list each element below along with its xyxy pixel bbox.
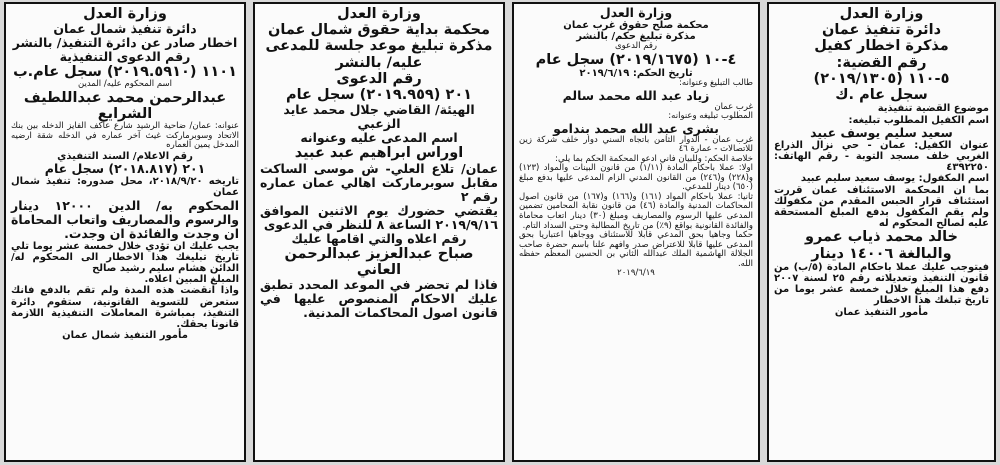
c4-line: سعيد سليم يوسف عبيد	[810, 124, 953, 140]
c4-line: عنوان الكفيل: عمان - حي نزال الذراع الغربي خلف مسجد التوبة - رقم الهاتف: ٤٣٩٢٢٥٠	[774, 139, 989, 174]
c4-line: دائرة تنفيذ عمان	[821, 22, 942, 39]
c4-line: مأمور التنفيذ عمان	[834, 306, 929, 318]
c4-line: فيتوجب عليك عملا باحكام المادة (٥/ب) من قانون التنفيذ وتعديلاته رقم ٢٥ لسنة ٢٠٠٧ دفع هذا المبلغ خلال خمسة عشر يوما من تاريخ تبلغك هذا الاخطار	[774, 261, 989, 307]
c3-line: المطلوب تبليغه وعنوانه:	[668, 111, 753, 122]
c1-line: وزارة العدل	[83, 6, 167, 22]
c3-line: زياد عبد الله محمد سالم	[562, 87, 710, 103]
c3-line: حكما وجاهيا بحق المدعي قابلا للاستئناف ووجاهيا اعتباريا بحق المدعى عليها قابلا للاعتراض صدر وافهم علنا باسم حضرة صاحب الجلالة الهاشمية الملك عبدالله الثاني بن الحسين المعظم حفظه الله.	[519, 230, 753, 269]
c1-line: المحكوم به/ الدين ١٢٠٠٠ دينار والرسوم والمصاريف واتعاب المحاماة ان وجدت والفائدة ان وجدت.	[11, 197, 240, 241]
c2-line: اوراس ابراهيم عبد عبيد	[294, 145, 464, 162]
c2-line: عمان/ تلاع العلي- ش موسى الساكت مقابل سوبرماركت اهالي عمان عماره رقم ٢	[260, 160, 498, 204]
notice-guarantor-amman-execution	[767, 2, 996, 462]
c2-line: وزارة العدل	[337, 6, 421, 22]
c3-line: محكمة صلح حقوق غرب عمان	[563, 20, 709, 31]
c4-line: وزارة العدل	[839, 6, 924, 22]
c1-line: عنوانه: عمان/ ضاحية الرشيد شارع عاكف الفايز الدخله بين بنك الاتحاد وسوبرماركت غيث آخر عماره في الدخله شقة ارضيه المدخل يمين العماره	[11, 121, 239, 151]
c2-line: عليه/ بالنشر	[335, 54, 423, 71]
c3-line: وزارة العدل	[599, 5, 673, 20]
c1-line: ١١٠١ (٢٠١٩.٥٩١٠) سجل عام.ب	[13, 64, 237, 81]
c1-line: مأمور التنفيذ شمال عمان	[62, 330, 188, 342]
c3-line: رقم الدعوى	[614, 41, 658, 52]
c3-line: بشرى عبد الله محمد بندامو	[553, 120, 719, 136]
notice-execution-north-amman	[4, 2, 246, 462]
c2-line: مذكرة تبليغ موعد جلسة للمدعى	[265, 38, 493, 55]
c4-line: بما ان المحكمة الاستئناف عمان قررت استئناف قرار الحبس المقدم من مكفولك ولم يقم المكفول بدفع المبلغ المستحقة عليه لصالح المحكوم له	[774, 184, 989, 230]
c4-line: ٥-١١٠ (٢٠١٩/١٣٠٥)	[813, 70, 950, 87]
c3-line: مذكرة تبليغ حكم/ بالنشر	[576, 31, 696, 43]
c3-line: ثانيا: عملا باحكام المواد (١٦١) و(١٦٦) و(١٦٧) من قانون اصول المحاكمات المدنية والمادة (٤٦) من قانون نقابة المحامين تضمين المدعى عليها الرسوم والمصاريف ومبلغ (٣٠) دينار اتعاب محاماة والفائدة القانونية بواقع (٩٪) من تاريخ المطالبة وحتى السداد التام.	[519, 191, 754, 231]
c3-line: طالب التبليغ وعنوانه:	[679, 78, 753, 89]
c2-line: اسم المدعى عليه وعنوانه	[300, 130, 458, 146]
c1-line: اخطار صادر عن دائرة التنفيذ/ بالنشر	[12, 35, 238, 51]
c1-line: رقم الاعلام/ السند التنفيذي	[57, 151, 193, 162]
c4-line: مذكرة اخطار كفيل	[814, 38, 949, 55]
c4-line: اسم الكفيل المطلوب تبليغه:	[848, 114, 989, 126]
c1-line: يجب عليك ان تؤدي خلال خمسة عشر يوما تلي تاريخ تبليغك هذا الاخطار الى المحكوم له/ الدائن هشام سليم رشيد صالح	[11, 240, 239, 274]
c2-line: محكمة بداية حقوق شمال عمان	[268, 22, 490, 39]
c4-line: موضوع القضية تنفيذية	[877, 103, 989, 115]
c3-line: اولا: عملا باحكام المادة (١/١١) من قانون البينات والمواد (١٢٣) و(٢٢٨) و(٢٤٦) من القانون المدني الزام المدعى عليها بدفع مبلغ (٦٥٠) دينار للمدعي.	[519, 163, 753, 193]
c3-line: غرب عمان	[714, 101, 753, 112]
notice-magistrate-court-west-amman	[512, 2, 760, 462]
c2-line: يقتضي حضورك يوم الاثنين الموافق ٢٠١٩/٩/١٦ الساعة ٨ للنظر في الدعوى	[260, 202, 498, 232]
c1-line: ٢٠١ (٢٠١٨.٨١٧) سجل عام	[44, 161, 206, 177]
c4-line: والبالغة ١٤٠٠٦ دينار	[811, 245, 952, 262]
c1-line: المبلغ المبين اعلاه.	[144, 274, 239, 286]
c3-line: ٢٠١٩/٦/١٩	[617, 268, 655, 279]
c3-line: خلاصة الحكم: وللبيان فاني ادعو المحكمة الحكم بما يلي:	[555, 153, 753, 164]
c2-line: فاذا لم تحضر في الموعد المحدد تطبق عليك الاحكام المنصوص عليها في قانون اصول المحاكمات المدنية.	[260, 277, 498, 321]
c3-line: غرب عمان - الدوار الثامن باتجاه السني دوار خلف شركة زين للاتصالات - عمارة ٤٦	[519, 134, 753, 155]
c2-line: صباح عبدالعزيز عبدالرحمن العاني	[284, 245, 474, 278]
c4-line: اسم المكفول: يوسف سعيد سليم عبيد	[800, 173, 989, 185]
c4-line: رقم القضية:	[836, 54, 927, 71]
c2-line: الهيئة/ القاضي جلال محمد عايد الزعبي	[283, 102, 475, 132]
c2-line: ٢٠١ (٢٠١٩.٩٥٩) سجل عام	[285, 87, 473, 104]
c2-line: رقم الدعوى	[336, 70, 422, 87]
c2-line: رقم اعلاه والتي اقامها عليك	[291, 230, 467, 246]
c4-line: سجل عام .ك	[835, 87, 928, 104]
c3-line: تاريخ الحكم: ٢٠١٩/٦/١٩	[579, 68, 693, 80]
c1-line: دائرة تنفيذ شمال عمان	[53, 21, 197, 37]
c1-line: عبدالرحمن محمد عبداللطيف الشرايع	[23, 89, 227, 123]
c1-line: تاريخه ٢٠١٨/٩/٢٠، محل صدوره: تنفيذ شمال عمان	[11, 176, 239, 199]
c1-line: رقم الدعوى التنفيذية	[59, 49, 191, 65]
c3-line: ٤-١٠ (٢٠١٩/١٦٧٥) سجل عام	[535, 51, 737, 68]
c1-line: واذا انقضت هذه المدة ولم تقم بالدفع فانك ستعرض للتسوية القانونية، ستقوم دائرة التنفيذ، بمباشرة المعاملات التنفيذية اللازمة قانونا بحقك.	[11, 285, 239, 330]
notice-first-instance-court-north-amman	[253, 2, 505, 462]
c4-line: خالد محمد ذياب عمرو	[805, 229, 958, 246]
c1-line: اسم المحكوم عليه/ المدين	[78, 79, 172, 90]
